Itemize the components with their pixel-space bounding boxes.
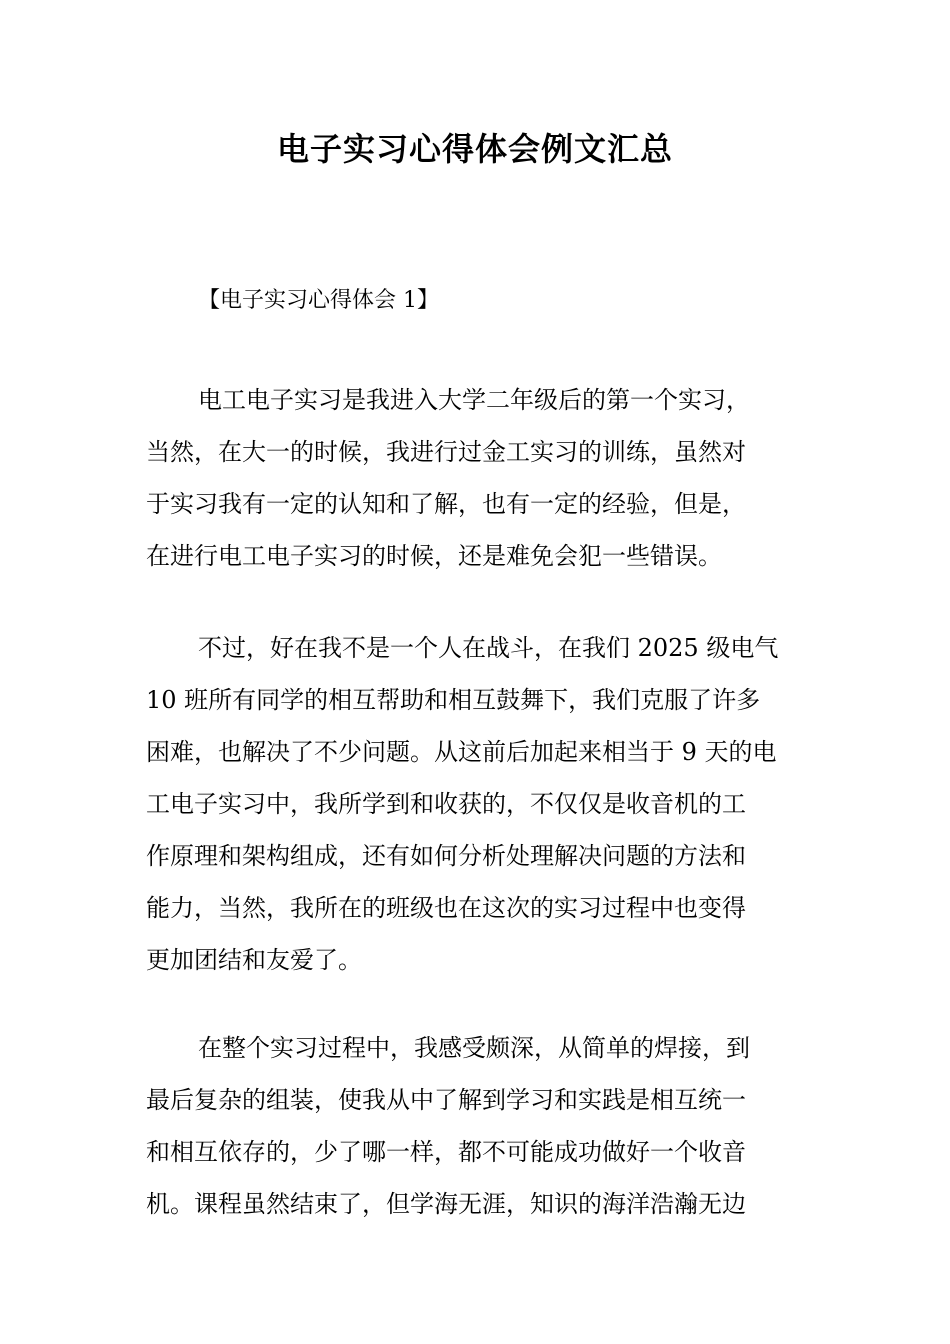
paragraph-line: 当然，在大一的时候，我进行过金工实习的训练，虽然对 (146, 438, 746, 466)
paragraph-line: 10 班所有同学的相互帮助和相互鼓舞下，我们克服了许多 (146, 686, 761, 714)
paragraph-line: 能力，当然，我所在的班级也在这次的实习过程中也变得 (146, 894, 746, 922)
document-title: 电子实习心得体会例文汇总 (276, 130, 673, 168)
paragraph-line: 困难，也解决了不少问题。从这前后加起来相当于 9 天的电 (146, 738, 777, 766)
paragraph-line: 和相互依存的，少了哪一样，都不可能成功做好一个收音 (146, 1138, 746, 1166)
paragraph-line: 机。课程虽然结束了，但学海无涯，知识的海洋浩瀚无边 (146, 1190, 746, 1218)
paragraph-line: 工电子实习中，我所学到和收获的，不仅仅是收音机的工 (146, 790, 746, 818)
paragraph-line: 于实习我有一定的认知和了解，也有一定的经验，但是， (146, 490, 746, 518)
section-heading: 【电子实习心得体会 1】 (198, 288, 439, 313)
paragraph-1 (146, 374, 806, 582)
paragraph-line: 更加团结和友爱了。 (146, 946, 362, 974)
paragraph-line: 在整个实习过程中，我感受颇深，从简单的焊接，到 (198, 1034, 750, 1062)
paragraph-line: 不过，好在我不是一个人在战斗，在我们 2025 级电气 (198, 634, 779, 662)
paragraph-3 (146, 1022, 806, 1230)
paragraph-2 (146, 622, 806, 986)
paragraph-line: 电工电子实习是我进入大学二年级后的第一个实习， (198, 386, 750, 414)
paragraph-line: 在进行电工电子实习的时候，还是难免会犯一些错误。 (146, 542, 722, 570)
paragraph-line: 最后复杂的组装，使我从中了解到学习和实践是相互统一 (146, 1086, 746, 1114)
paragraph-line: 作原理和架构组成，还有如何分析处理解决问题的方法和 (146, 842, 746, 870)
